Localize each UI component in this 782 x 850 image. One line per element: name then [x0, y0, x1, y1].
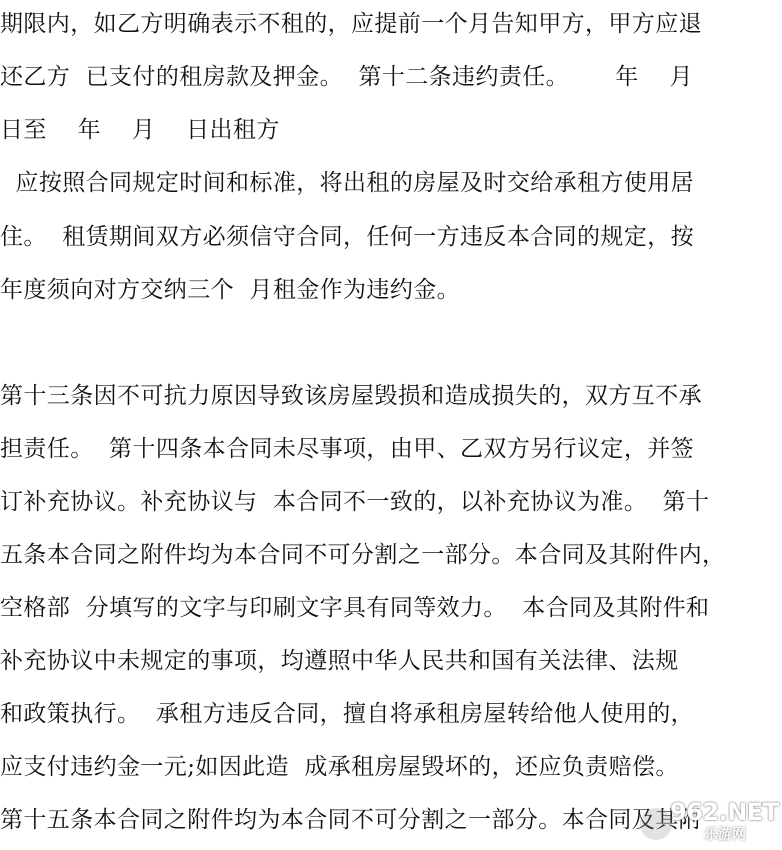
text-line: 五条本合同之附件均为本合同不可分割之一部分。本合同及其附件内， [0, 542, 726, 568]
text-line: 日至 年 月 日出租方 [0, 117, 280, 143]
text-line: 和政策执行。 承租方违反合同，擅自将承租房屋转给他人使用的， [0, 701, 695, 727]
text-line: 订补充协议。补充协议与 本合同不一致的，以补充协议为准。 第十 [0, 489, 710, 515]
watermark-text: 962.NET [670, 798, 779, 826]
site-watermark [640, 798, 780, 846]
text-line: 应按照合同规定时间和标准，将出租的房屋及时交给承租方使用居 [0, 170, 695, 196]
text-line: 还乙方 已支付的租房款及押金。 第十二条违约责任。 年 月 [0, 64, 693, 90]
text-line: 空格部 分填写的文字与印刷文字具有同等效力。 本合同及其附件和 [0, 595, 710, 621]
text-line: 住。 租赁期间双方必须信守合同，任何一方违反本合同的规定，按 [0, 224, 695, 250]
text-line: 应支付违约金一元;如因此造 成承租房屋毁坏的，还应负责赔偿。 [0, 754, 679, 780]
watermark-subtext: 乐游网 [704, 827, 746, 843]
text-line: 第十五条本合同之附件均为本合同不可分割之一部分。本合同及其附 [0, 807, 702, 833]
text-line: 补充协议中未规定的事项，均遵照中华人民共和国有关法律、法规 [0, 648, 679, 674]
watermark-logo-icon [640, 808, 672, 840]
text-line: 年度须向对方交纳三个 月租金作为违约金。 [0, 277, 461, 303]
text-line: 第十三条因不可抗力原因导致该房屋毁损和造成损失的，双方互不承 [0, 383, 702, 409]
text-line: 期限内，如乙方明确表示不租的，应提前一个月告知甲方，甲方应退 [0, 11, 702, 37]
text-line: 担责任。 第十四条本合同未尽事项，由甲、乙双方另行议定，并签 [0, 436, 695, 462]
